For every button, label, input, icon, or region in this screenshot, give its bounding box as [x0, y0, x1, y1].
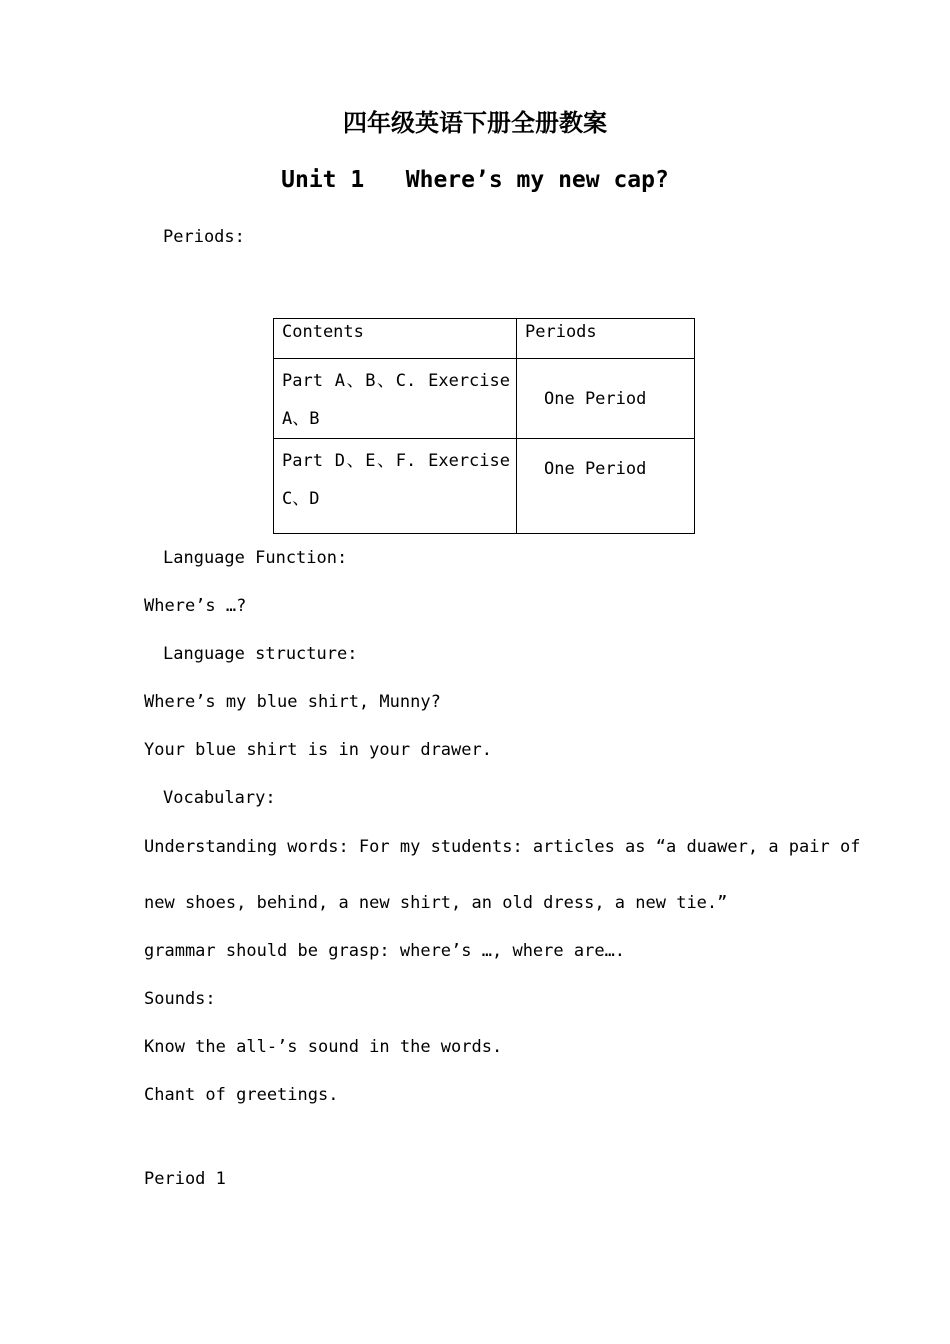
sounds-line-2: Chant of greetings.: [144, 1085, 339, 1105]
periods-table: [273, 318, 695, 534]
period-heading: Period 1: [144, 1169, 226, 1189]
language-function-text: Where’s …?: [144, 596, 247, 616]
document-title: 四年级英语下册全册教案: [343, 109, 607, 137]
language-function-label: Language Function:: [163, 548, 348, 568]
table-cell-contents: Part A、B、C. Exercise A、B: [274, 359, 517, 439]
table-cell-contents: Part D、E、F. Exercise C、D: [274, 439, 517, 534]
table-header-periods: Periods: [517, 319, 695, 359]
unit-title: Unit 1 Where’s my new cap?: [281, 167, 669, 193]
vocabulary-line-2: new shoes, behind, a new shirt, an old dress, a new tie.”: [144, 893, 728, 913]
table-cell-periods: One Period: [517, 439, 695, 534]
table-header-row: [274, 319, 695, 359]
periods-label: Periods:: [163, 227, 245, 247]
table-row: [274, 359, 695, 439]
sounds-label: Sounds:: [144, 989, 216, 1009]
vocabulary-label: Vocabulary:: [163, 788, 276, 808]
vocabulary-line-1: Understanding words: For my students: articles as “a duawer, a pair of: [144, 837, 861, 857]
table-header-contents: Contents: [274, 319, 517, 359]
language-structure-label: Language structure:: [163, 644, 358, 664]
table-row: [274, 439, 695, 534]
vocabulary-line-3: grammar should be grasp: where’s …, where are….: [144, 941, 626, 961]
language-structure-line-2: Your blue shirt is in your drawer.: [144, 740, 492, 760]
language-structure-line-1: Where’s my blue shirt, Munny?: [144, 692, 441, 712]
sounds-line-1: Know the all-’s sound in the words.: [144, 1037, 503, 1057]
table-cell-periods: One Period: [517, 359, 695, 439]
